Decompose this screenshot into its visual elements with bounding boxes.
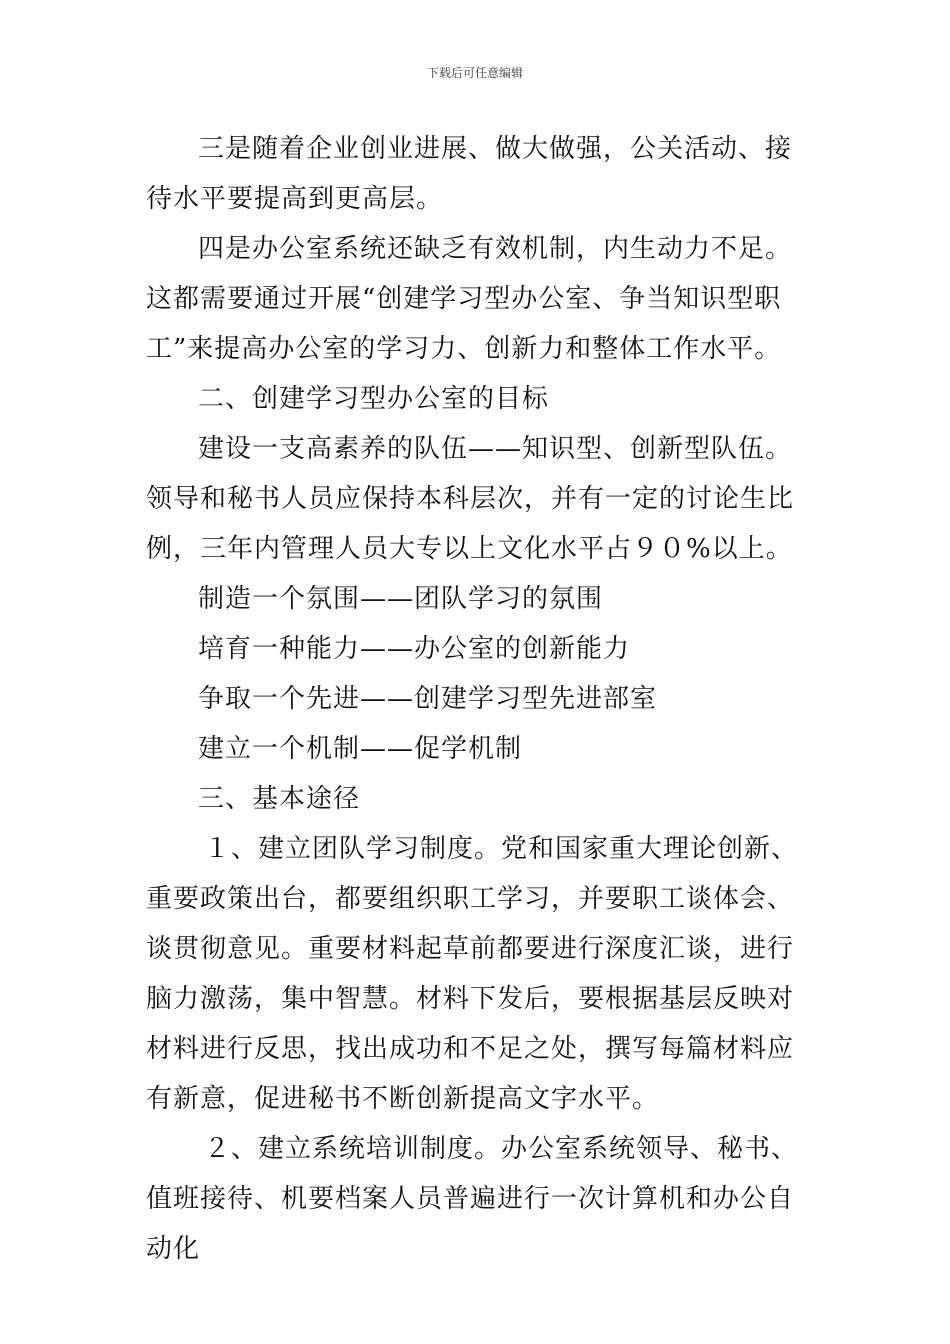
goal-mechanism: 建立一个机制——促学机制 xyxy=(198,734,523,764)
paragraph-training-system: ２、建立系统培训制度。办公室系统领导、秘书、值班接待、机要档案人员普遍进行一次计算机和办公自动化 xyxy=(146,1134,799,1264)
section-heading-approaches: 三、基本途径 xyxy=(198,784,361,814)
document-body xyxy=(146,124,812,1274)
goal-advanced: 争取一个先进——创建学习型先进部室 xyxy=(198,684,658,714)
paragraph-point-four: 四是办公室系统还缺乏有效机制，内生动力不足。这都需要通过开展“创建学习型办公室、争当知识型职工”来提高办公室的学习力、创新力和整体工作水平。 xyxy=(146,234,793,364)
paragraph-team-learning: １、建立团队学习制度。党和国家重大理论创新、重要政策出台，都要组织职工学习，并要职工谈体会、谈贯彻意见。重要材料起草前都要进行深度汇谈，进行脑力激荡，集中智慧。材料下发后，要根据基层反映对材料进行反思，找出成功和不足之处，撰写每篇材料应有新意，促进秘书不断创新提高文字水平。 xyxy=(146,834,799,1114)
goal-ability: 培育一种能力——办公室的创新能力 xyxy=(198,634,631,664)
paragraph-point-three: 三是随着企业创业进展、做大做强，公关活动、接待水平要提高到更高层。 xyxy=(146,134,793,214)
goal-atmosphere: 制造一个氛围——团队学习的氛围 xyxy=(198,584,604,614)
section-heading-goals: 二、创建学习型办公室的目标 xyxy=(198,384,550,414)
paragraph-team-building: 建设一支高素养的队伍——知识型、创新型队伍。领导和秘书人员应保持本科层次，并有一定的讨论生比例，三年内管理人员大专以上文化水平占９０%以上。 xyxy=(146,434,795,564)
page-header: 下载后可任意编辑 xyxy=(426,66,523,80)
